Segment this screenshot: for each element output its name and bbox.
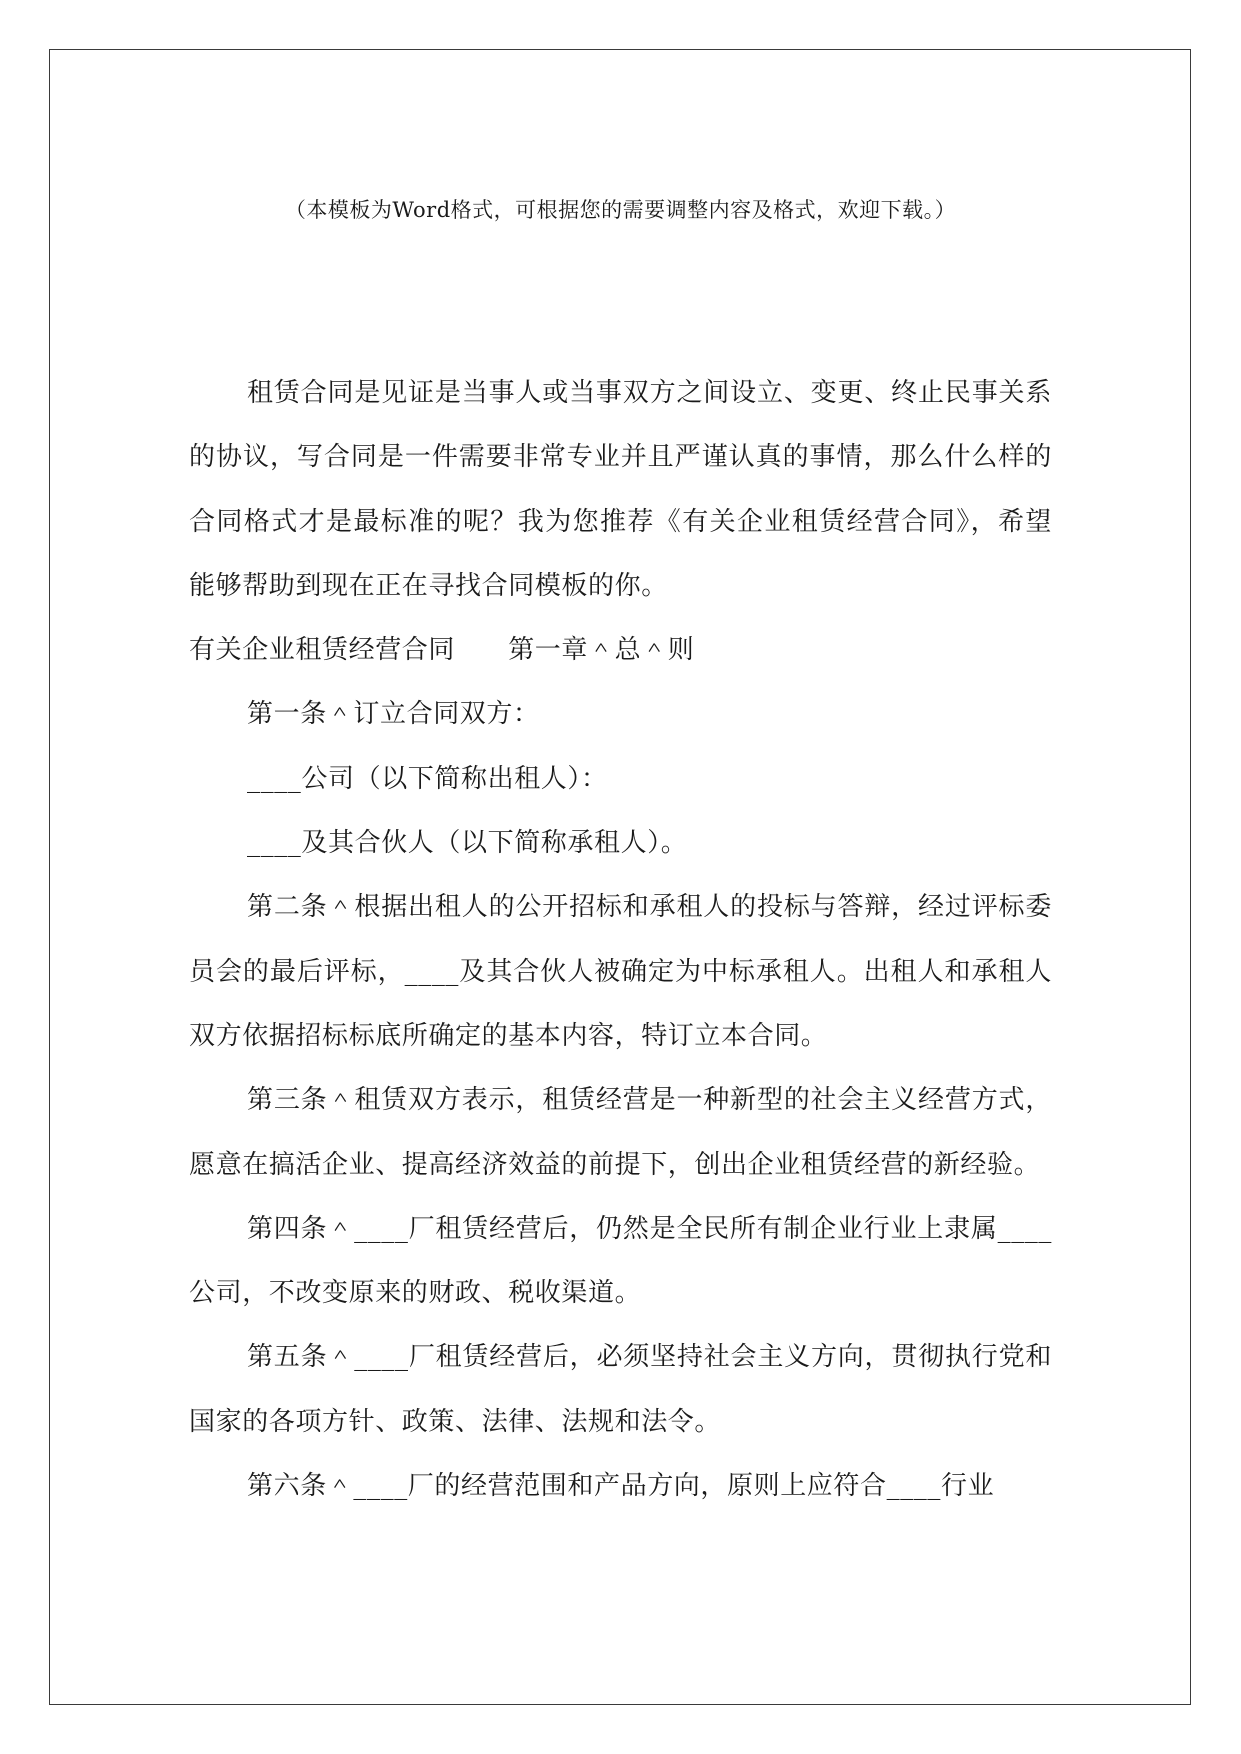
article-6: 第六条＾____厂的经营范围和产品方向，原则上应符合____行业 xyxy=(247,1471,995,1502)
article-2: 第二条＾根据出租人的公开招标和承租人的投标与答辩，经过评标委员会的最后评标，____及其合伙人被确定为中标承租人。出租人和承租人双方依据招标标底所确定的基本内容，特订立本合同。 xyxy=(189,892,1052,1051)
party-lessor: ____公司（以下简称出租人）： xyxy=(247,763,608,794)
template-note: （本模板为Word格式，可根据您的需要调整内容及格式，欢迎下载。） xyxy=(284,198,957,222)
article-3: 第三条＾租赁双方表示，租赁经营是一种新型的社会主义经营方式，愿意在搞活企业、提高经济效益的前提下，创出企业租赁经营的新经验。 xyxy=(189,1085,1052,1180)
article-5: 第五条＾____厂租赁经营后，必须坚持社会主义方向，贯彻执行党和国家的各项方针、政策、法律、法规和法令。 xyxy=(189,1342,1052,1437)
article-1: 第一条＾订立合同双方： xyxy=(247,699,540,730)
intro-paragraph: 租赁合同是见证是当事人或当事双方之间设立、变更、终止民事关系的协议，写合同是一件需要非常专业并且严谨认真的事情，那么什么样的合同格式才是最标准的呢？我为您推荐《有关企业租赁经营合同》，希望能够帮助到现在正在寻找合同模板的你。 xyxy=(189,378,1052,601)
document-body xyxy=(189,361,1052,1518)
party-lessee: ____及其合伙人（以下简称承租人）。 xyxy=(247,828,688,859)
article-4: 第四条＾____厂租赁经营后，仍然是全民所有制企业行业上隶属____公司，不改变原来的财政、税收渠道。 xyxy=(189,1213,1052,1309)
contract-title-heading: 有关企业租赁经营合同 第一章＾总＾则 xyxy=(189,635,695,666)
